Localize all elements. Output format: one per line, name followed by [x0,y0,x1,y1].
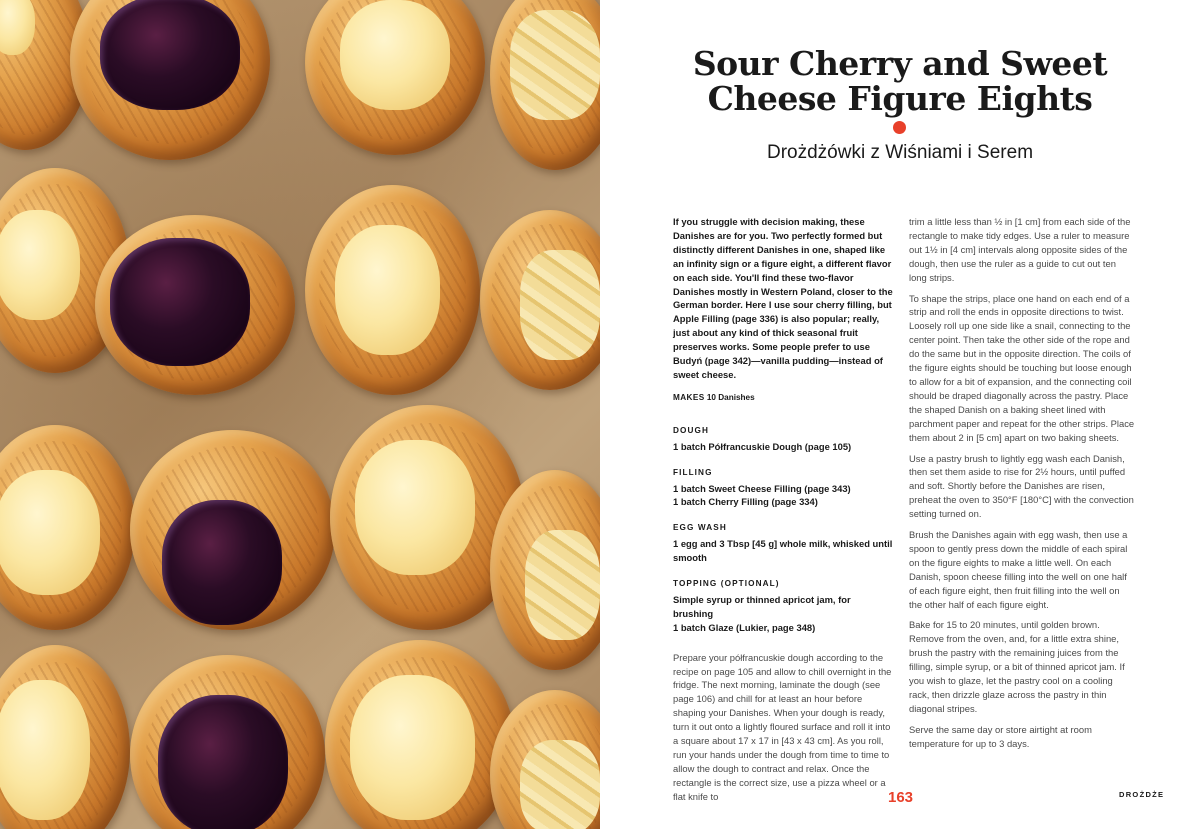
yield [673,391,893,405]
cherry-filling [162,500,282,625]
cheese-filling [335,225,440,355]
red-dot-ornament [893,121,906,134]
ingredient-heading: EGG WASH [673,523,727,533]
method-paragraph: Serve the same day or store airtight at room temperature for up to 3 days. [909,723,1092,749]
recipe-subtitle-polish: Drożdżówki z Wiśniami i Serem [766,142,1034,163]
recipe-title-line-2: Cheese Figure Eights [707,79,1093,118]
method-paragraph: Use a pastry brush to lightly egg wash each Danish, then set them aside to rise for 2½ hours, until puffed and soft. Shortly before the Danishes are risen, preheat the oven to 350°F [180°C] with the convection setting turned on. [909,452,1134,520]
cherry-filling [110,238,250,366]
method-paragraph: Bake for 15 to 20 minutes, until golden brown. Remove from the oven, and, for a little extra shine, brush the pastry with the remaining juices from the filling, simple syrup, or a bit of thinned apricot jam. If you wish to glaze, let the pastry cool on a cooling rack, then drizzle glaze across the pastry in thin diagonal stripes. [909,619,1125,714]
right-text-column [909,215,1135,758]
cheese-filling [0,680,90,820]
page-number: 163 [888,789,914,806]
ingredient-group-egg-wash [673,521,893,565]
method-right [909,215,1135,751]
ingredient-item: 1 batch Sweet Cheese Filling (page 343) [673,482,851,494]
method-paragraph: Prepare your półfrancuskie dough according to the recipe on page 105 and allow to chill overnight in the fridge. The next morning, laminate the dough (see page 106) and chill for at least an hour before shaping your Danishes. When your dough is ready, turn it out onto a lightly floured surface and roll it into a square about 17 x 17 in [43 x 43 cm]. As you roll, run your hands under the dough from time to time to allow the dough to contract and relax. Once the rectangle is the correct size, use a pizza wheel or a flat knife to [673,651,892,802]
ingredient-heading: DOUGH [673,425,709,435]
apple-filling [525,530,600,640]
cheese-filling [350,675,475,820]
cherry-filling [158,695,288,829]
cheese-filling [355,440,475,575]
ingredient-group-topping [673,577,893,635]
apple-filling [510,10,600,120]
recipe-title [680,46,1120,116]
cheese-filling [0,470,100,595]
method-paragraph: Brush the Danishes again with egg wash, then use a spoon to gently press down the middle of each spiral on the figure eights to make a little well. On each Danish, spoon cheese filling into the well on one half of each figure eight, then fruit filling into the well on the other half of each figure eight. [909,529,1128,610]
recipe-intro: If you struggle with decision making, these Danishes are for you. Two perfectly formed but distinctly different Danishes in one, shaped like an infinity sign or a figure eight, a different flavor on each side. You'll find these two-flavor Danishes mostly in Western Poland, closer to the German border. Here I use sour cherry filling, but Apple Filling (page 336) is also popular; really, just about any kind of thick seasonal fruit preserves works. Some people prefer to use Budyń (page 342)—vanilla pudding—instead of sweet cheese. [673,216,893,380]
method-left [673,651,893,804]
ingredient-item: Simple syrup or thinned apricot jam, for brushing [673,593,851,619]
left-text-column [673,215,893,811]
ingredient-item: 1 batch Cherry Filling (page 334) [673,496,818,508]
ingredient-group-filling [673,466,893,510]
running-head-chapter: DROŻDŻE [1119,790,1165,799]
ingredient-heading: FILLING [673,467,713,477]
ingredient-item: 1 egg and 3 Tbsp [45 g] whole milk, whisked until smooth [673,538,893,564]
cheese-filling [340,0,450,110]
method-paragraph: trim a little less than ½ in [1 cm] from each side of the rectangle to make tidy edges. Use a ruler to measure out 1½ in [4 cm] intervals along opposite sides of the dough, then use the ruler as a guide to cut out ten long strips. [909,216,1131,283]
ingredient-group-dough [673,424,893,454]
cherry-filling [100,0,240,110]
ingredient-item: 1 batch Półfrancuskie Dough (page 105) [673,440,852,452]
method-paragraph: To shape the strips, place one hand on each end of a strip and roll the ends in opposite directions to twist. Loosely roll up one side like a snail, connecting to the center point. Then take the other side of the rope and do the same but in the opposite direction. The coils of the figure eights should be touching but loose enough to allow for a bit of expansion, and the connecting coil should be draped diagonally across the pastry. Place the shaped Danish on a baking sheet lined with parchment paper and repeat for the other strips. Place them about 2 in [5 cm] apart on two baking sheets. [909,292,1135,443]
cheese-filling [0,210,80,320]
ingredient-heading: TOPPING (OPTIONAL) [673,579,780,589]
apple-filling [520,250,600,360]
recipe-title-line-1: Sour Cherry and Sweet [692,44,1108,83]
recipe-page [600,0,1200,829]
apple-filling [520,740,600,829]
ingredient-item: 1 batch Glaze (Lukier, page 348) [673,621,816,633]
yield-value: 10 Danishes [706,392,755,402]
yield-label: MAKES [673,392,705,402]
